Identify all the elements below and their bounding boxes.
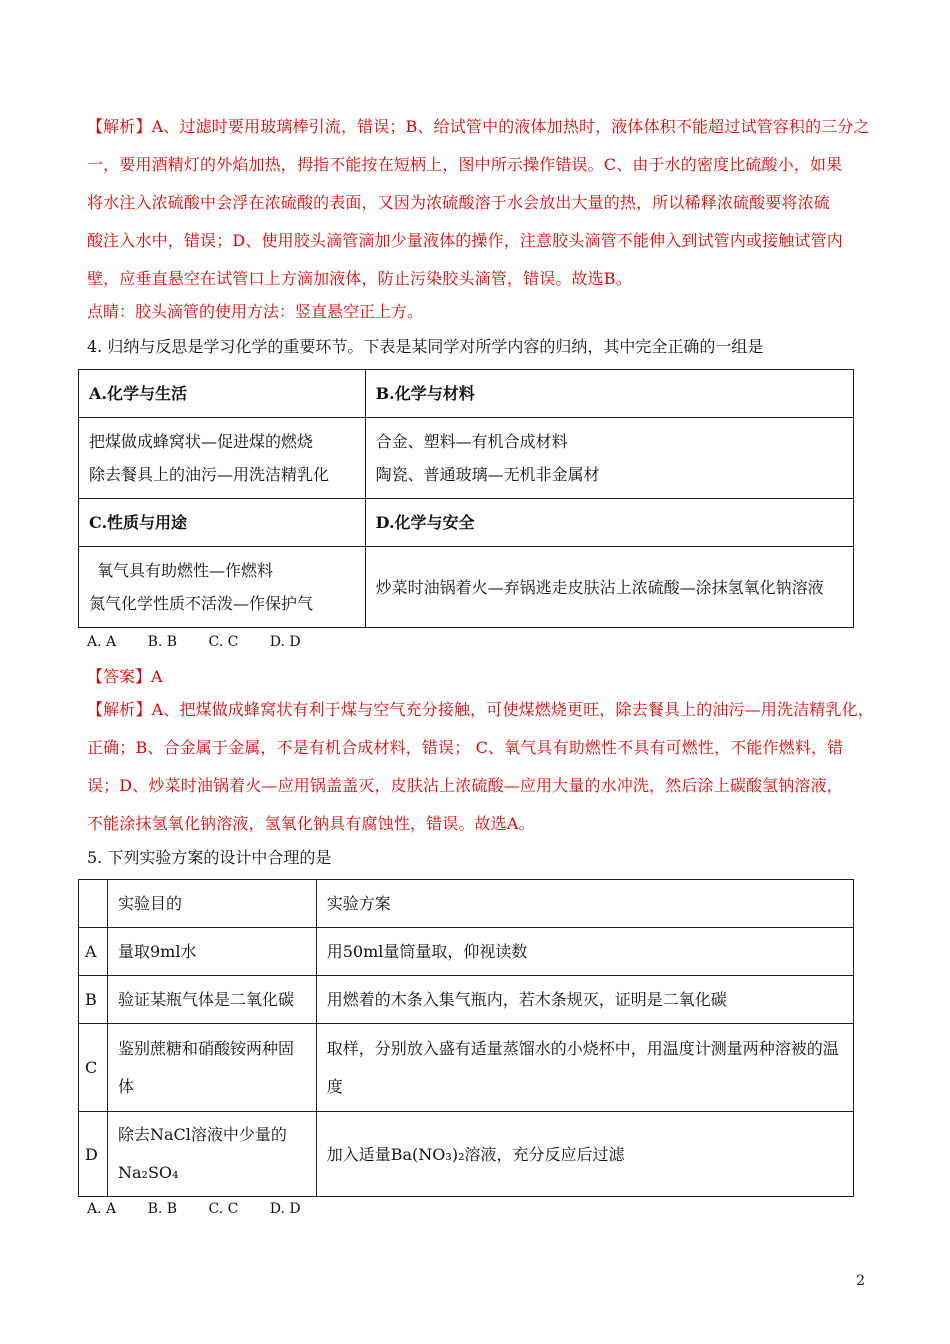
q4-option-c: C. C: [208, 634, 239, 650]
q4-cell-a-body: [79, 418, 366, 499]
q4-c-line-1: 氧气具有助燃性—作燃料: [97, 561, 274, 580]
table-row: [79, 928, 854, 976]
q3-tip: 点睛：胶头滴管的使用方法：竖直悬空正上方。: [87, 302, 424, 321]
q3-analysis-line-1: 【解析】A、过滤时要用玻璃棒引流，错误；B、给试管中的液体加热时，液体体积不能超过试管容积的三分之: [87, 117, 870, 136]
q5-row-label: A: [79, 928, 108, 976]
q4-cell-b-head: B.化学与材料: [365, 370, 853, 418]
q5-head-label: [79, 880, 108, 928]
q4-cell-b-body: [365, 418, 853, 499]
q4-a-line-1: 把煤做成蜂窝状—促进煤的燃烧: [89, 432, 314, 451]
q4-answer: 【答案】A: [87, 667, 163, 686]
q4-cell-c-body: [79, 547, 366, 628]
q4-b-line-1: 合金、塑料—有机合成材料: [375, 432, 568, 451]
q4-option-d: D. D: [269, 634, 301, 650]
table-row: [79, 1112, 854, 1197]
q5-stem: 5. 下列实验方案的设计中合理的是: [87, 848, 332, 867]
q3-analysis-line-5: 壁，应垂直悬空在试管口上方滴加液体，防止污染胶头滴管，错误。故选B。: [87, 269, 632, 288]
q5-option-b: B. B: [147, 1201, 178, 1217]
q5-table: [78, 879, 854, 1197]
q4-analysis-line-1: 【解析】A、把煤做成蜂窝状有利于煤与空气充分接触，可使煤燃烧更旺，除去餐具上的油污—用洗洁精乳化，: [87, 700, 874, 719]
table-row: [79, 1024, 854, 1112]
q5-row-label: B: [79, 976, 108, 1024]
q5-option-c: C. C: [208, 1201, 239, 1217]
q4-option-a: A. A: [87, 634, 117, 650]
q5-head-goal: 实验目的: [107, 880, 316, 928]
q5-row-goal: 除去NaCl溶液中少量的Na₂SO₄: [107, 1112, 316, 1197]
q5-row-plan: 用燃着的木条入集气瓶内，若木条规灭，证明是二氧化碳: [316, 976, 853, 1024]
q4-option-b: B. B: [147, 634, 178, 650]
q4-analysis-line-3: 误；D、炒菜时油锅着火—应用锅盖盖灭，皮肤沾上浓硫酸—应用大量的水冲洗，然后涂上碳酸氢钠溶液，: [87, 776, 843, 795]
q3-analysis-line-3: 将水注入浓硫酸中会浮在浓硫酸的表面，又因为浓硫酸溶于水会放出大量的热，所以稀释浓硫酸要将浓硫: [87, 193, 830, 212]
table-row: [79, 976, 854, 1024]
q4-stem: 4. 归纳与反思是学习化学的重要环节。下表是某同学对所学内容的归纳，其中完全正确的一组是: [87, 337, 764, 356]
q4-cell-c-head: C.性质与用途: [79, 499, 366, 547]
q5-row-goal: 验证某瓶气体是二氧化碳: [107, 976, 316, 1024]
q4-table: [78, 369, 854, 628]
q5-row-label: D: [79, 1112, 108, 1197]
q5-row-goal: 鉴别蔗糖和硝酸铵两种固体: [107, 1024, 316, 1112]
q3-analysis-line-2: 一，要用酒精灯的外焰加热，拇指不能按在短柄上，图中所示操作错误。C、由于水的密度比硫酸小，如果: [87, 155, 843, 174]
q5-options: [87, 1201, 328, 1217]
q4-analysis-line-2: 正确；B、合金属于金属，不是有机合成材料，错误； C、氧气具有助燃性不具有可燃性，不能作燃料，错: [87, 738, 844, 757]
q4-c-line-2: 氮气化学性质不活泼—作保护气: [89, 594, 314, 613]
q5-row-plan: 加入适量Ba(NO₃)₂溶液，充分反应后过滤: [316, 1112, 853, 1197]
q5-head-plan: 实验方案: [316, 880, 853, 928]
q5-row-plan: 取样，分别放入盛有适量蒸馏水的小烧杯中，用温度计测量两种溶被的温度: [316, 1024, 853, 1112]
q3-analysis-line-4: 酸注入水中，错误；D、使用胶头滴管滴加少量液体的操作，注意胶头滴管不能伸入到试管内或接触试管内: [87, 231, 843, 250]
q4-cell-a-head: A.化学与生活: [79, 370, 366, 418]
q5-row-label: C: [79, 1024, 108, 1112]
page-number: 2: [856, 1273, 865, 1289]
q4-b-line-2: 陶瓷、普通玻璃—无机非金属材: [375, 465, 600, 484]
q4-options: [87, 634, 328, 650]
q5-option-d: D. D: [269, 1201, 301, 1217]
q5-row-goal: 量取9ml水: [107, 928, 316, 976]
q5-option-a: A. A: [87, 1201, 117, 1217]
q5-row-plan: 用50ml量筒量取，仰视读数: [316, 928, 853, 976]
q4-cell-d-head: D.化学与安全: [365, 499, 853, 547]
q4-analysis-line-4: 不能涂抹氢氧化钠溶液，氢氧化钠具有腐蚀性，错误。故选A。: [87, 814, 535, 833]
q4-a-line-2: 除去餐具上的油污—用洗洁精乳化: [89, 465, 330, 484]
q4-cell-d-body: 炒菜时油锅着火—弃锅逃走皮肤沾上浓硫酸—涂抹氢氧化钠溶液: [365, 547, 853, 628]
